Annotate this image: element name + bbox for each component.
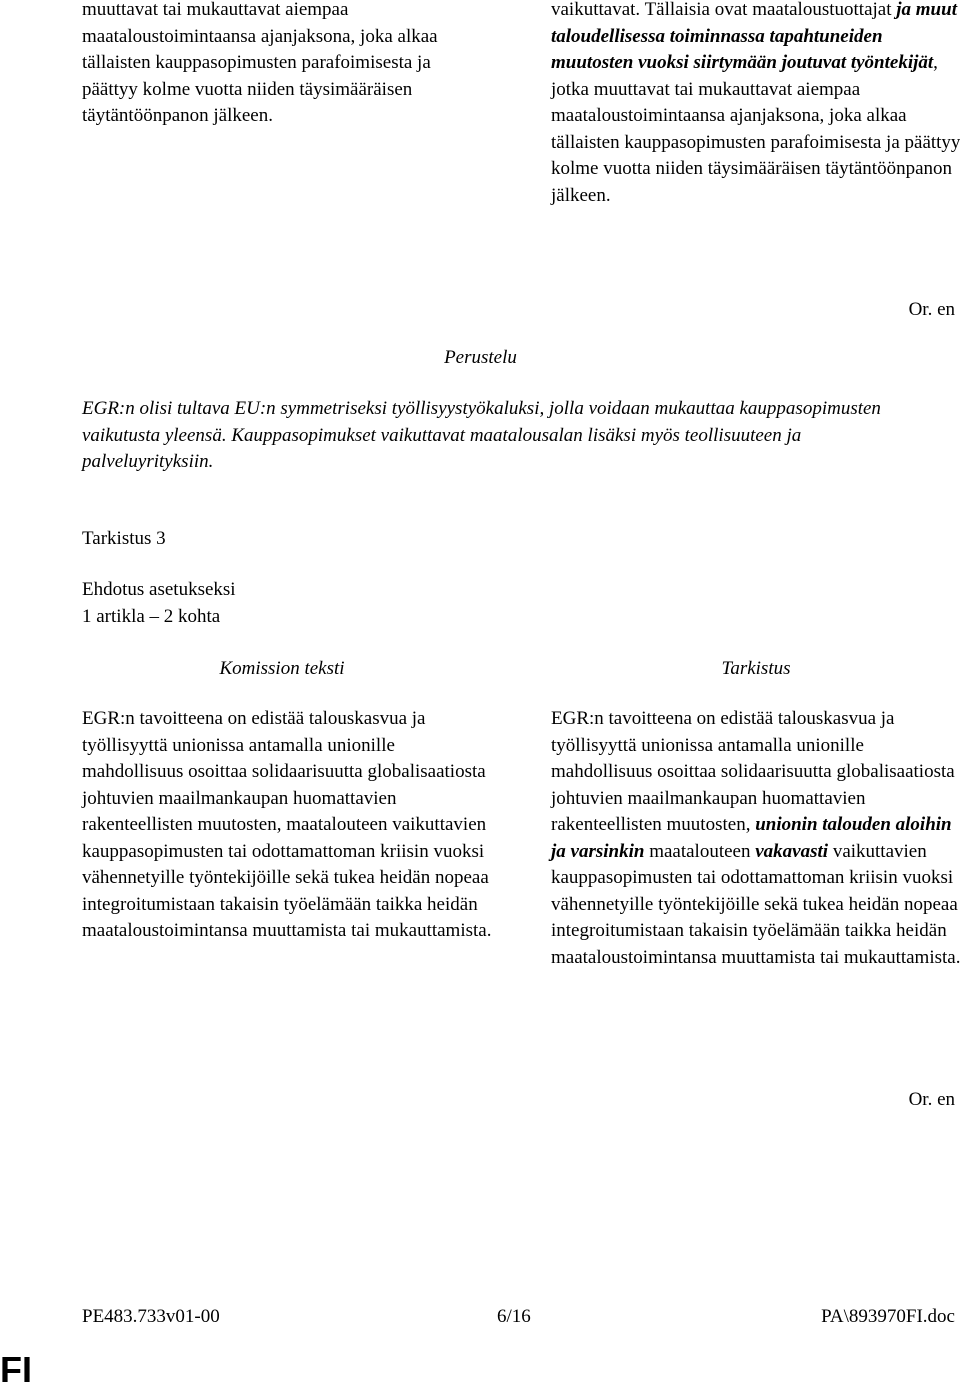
footer-reference: PE483.733v01-00: [82, 1306, 220, 1327]
commission-text-heading: Komission teksti: [219, 658, 345, 679]
top-left-column: [82, 0, 482, 130]
article-reference: 1 artikla – 2 kohta: [82, 605, 221, 627]
amendment-text-part1: EGR:n tavoitteena on edistää talouskasvua ja työllisyyttä unionissa antamalla unionille mahdollisuus osoittaa solidaarisuutta globalisaatiosta johtuvien maailmankaupan huomattavien rakenteellisten muutosten,: [551, 708, 955, 835]
amendment-text: [551, 706, 960, 971]
top-right-column: [551, 0, 960, 209]
amendment-bold-insert-2: vakavasti: [755, 840, 829, 862]
original-language-note-2: Or. en: [908, 1089, 955, 1110]
language-code: FI: [0, 1349, 32, 1390]
footer-document-name: PA\893970FI.doc: [821, 1306, 955, 1327]
proposal-heading: [82, 577, 236, 630]
commission-text: EGR:n tavoitteena on edistää talouskasvua ja työllisyyttä unionissa antamalla unionille mahdollisuus osoittaa solidaarisuutta globalisaatiosta johtuvien maailmankaupan huomattavien rakenteellisten muutosten, maatalouteen vaikuttavien kauppasopimusten tai odottamattoman kriisin vuoksi vähennetyille työntekijöille sekä tukea heidän nopeaa integroitumistaan takaisin työelämään taikka heidän maataloustoimintansa muuttamista tai mukauttamista.: [82, 708, 492, 941]
top-left-text: muuttavat tai mukauttavat aiempaa maataloustoimintaansa ajanjaksona, joka alkaa tällaisten kauppasopimusten parafoimisesta ja päättyy kolme vuotta niiden täysimääräisen täytäntöönpanon jälkeen.: [82, 0, 438, 126]
top-right-text: [551, 0, 960, 209]
top-right-bold-insert: ja muut taloudellisessa toiminnassa tapahtuneiden muutosten vuoksi siirtymään joutuvat työntekijät: [551, 0, 957, 73]
footer-page-number: 6/16: [497, 1306, 531, 1327]
amendment-column-heading: Tarkistus: [721, 658, 791, 679]
top-right-part3: , jotka muuttavat tai mukauttavat aiempaa maataloustoimintaansa ajanjaksona, joka alkaa tällaisten kauppasopimusten parafoimisesta ja päättyy kolme vuotta niiden täysimääräisen täytäntöönpanon jälkeen.: [551, 52, 960, 206]
top-right-part1: vaikuttavat. Tällaisia ovat maataloustuottajat: [551, 0, 897, 20]
amendment-text-part2: maatalouteen: [644, 840, 756, 862]
amendment-bold-insert-1: unionin talouden aloihin ja varsinkin: [551, 814, 952, 862]
original-language-note-1: Or. en: [908, 299, 955, 320]
justification-heading: Perustelu: [444, 347, 517, 368]
amendment-title: Tarkistus 3: [82, 528, 166, 549]
amendment-text-part3: vaikuttavien kauppasopimusten tai odottamattoman kriisin vuoksi vähennetyille työntekijöille sekä tukea heidän nopeaa integroitumistaan takaisin työelämään taikka heidän maataloustoimintansa muuttamista tai mukauttamista.: [551, 840, 960, 968]
justification-text: EGR:n olisi tultava EU:n symmetriseksi työllisyystyökaluksi, jolla voidaan mukauttaa kauppasopimusten vaikutusta yleensä. Kauppasopimukset vaikuttavat maatalousalan lisäksi myös teollisuuteen ja palveluyrityksiin.: [82, 398, 881, 472]
proposal-name: Ehdotus asetukseksi: [82, 579, 236, 600]
